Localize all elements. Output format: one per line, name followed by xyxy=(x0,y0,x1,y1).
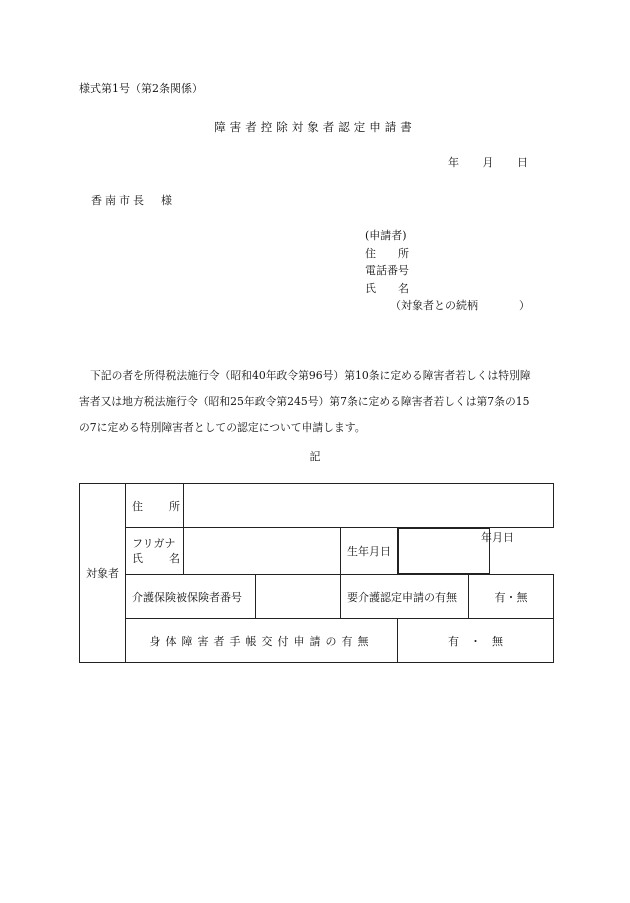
care-cert-choice[interactable]: 有・無 xyxy=(469,575,554,619)
applicant-name-label: 氏 名 xyxy=(365,281,409,295)
insured-number-label: 介護保険被保険者番号 xyxy=(126,575,256,619)
applicant-phone-label: 電話番号 xyxy=(365,264,409,277)
name-field[interactable] xyxy=(184,528,341,575)
statement-line-2: 害者又は地方税法施行令（昭和25年政令第245号）第7条に定める障害者若しくは第7条の15 xyxy=(79,395,530,408)
dob-label: 生年月日 xyxy=(341,528,398,575)
handbook-choice[interactable]: 有 ・ 無 xyxy=(398,619,554,663)
date-year: 年 xyxy=(448,156,459,169)
insured-number-field[interactable] xyxy=(256,575,341,619)
applicant-relation-label: （対象者との続柄 ） xyxy=(390,299,530,312)
addressee: 香南市長 様 xyxy=(91,194,175,207)
document-title: 障害者控除対象者認定申請書 xyxy=(214,120,416,134)
name-label-cell: フリガナ 氏 名 xyxy=(126,528,184,575)
address-label-cell: 住 所 xyxy=(126,484,184,528)
subject-label-cell xyxy=(80,484,126,663)
care-cert-label: 要介護認定申請の有無 xyxy=(341,575,469,619)
dob-field[interactable]: 年 月 日 xyxy=(398,528,490,574)
furigana-label: フリガナ xyxy=(132,537,176,550)
applicant-address-label: 住 所 xyxy=(365,246,409,260)
form-number: 様式第1号（第2条関係） xyxy=(79,82,203,95)
statement-line-1: 下記の者を所得税法施行令（昭和40年政令第96号）第10条に定める障害者若しくは特別障 xyxy=(90,369,531,382)
subject-table xyxy=(79,483,554,663)
statement-line-3: の7に定める特別障害者としての認定について申請します。 xyxy=(79,421,366,434)
date-day: 日 xyxy=(517,156,528,169)
subject-label: 対象者 xyxy=(86,567,119,580)
date-month: 月 xyxy=(482,156,494,169)
handbook-label: 身体障害者手帳交付申請の有無 xyxy=(126,619,398,663)
date-line xyxy=(448,156,528,170)
applicant-label: (申請者) xyxy=(365,229,407,242)
application-statement xyxy=(79,363,553,441)
ki-heading: 記 xyxy=(309,450,321,463)
address-field[interactable] xyxy=(184,484,554,528)
applicant-block xyxy=(365,229,530,317)
